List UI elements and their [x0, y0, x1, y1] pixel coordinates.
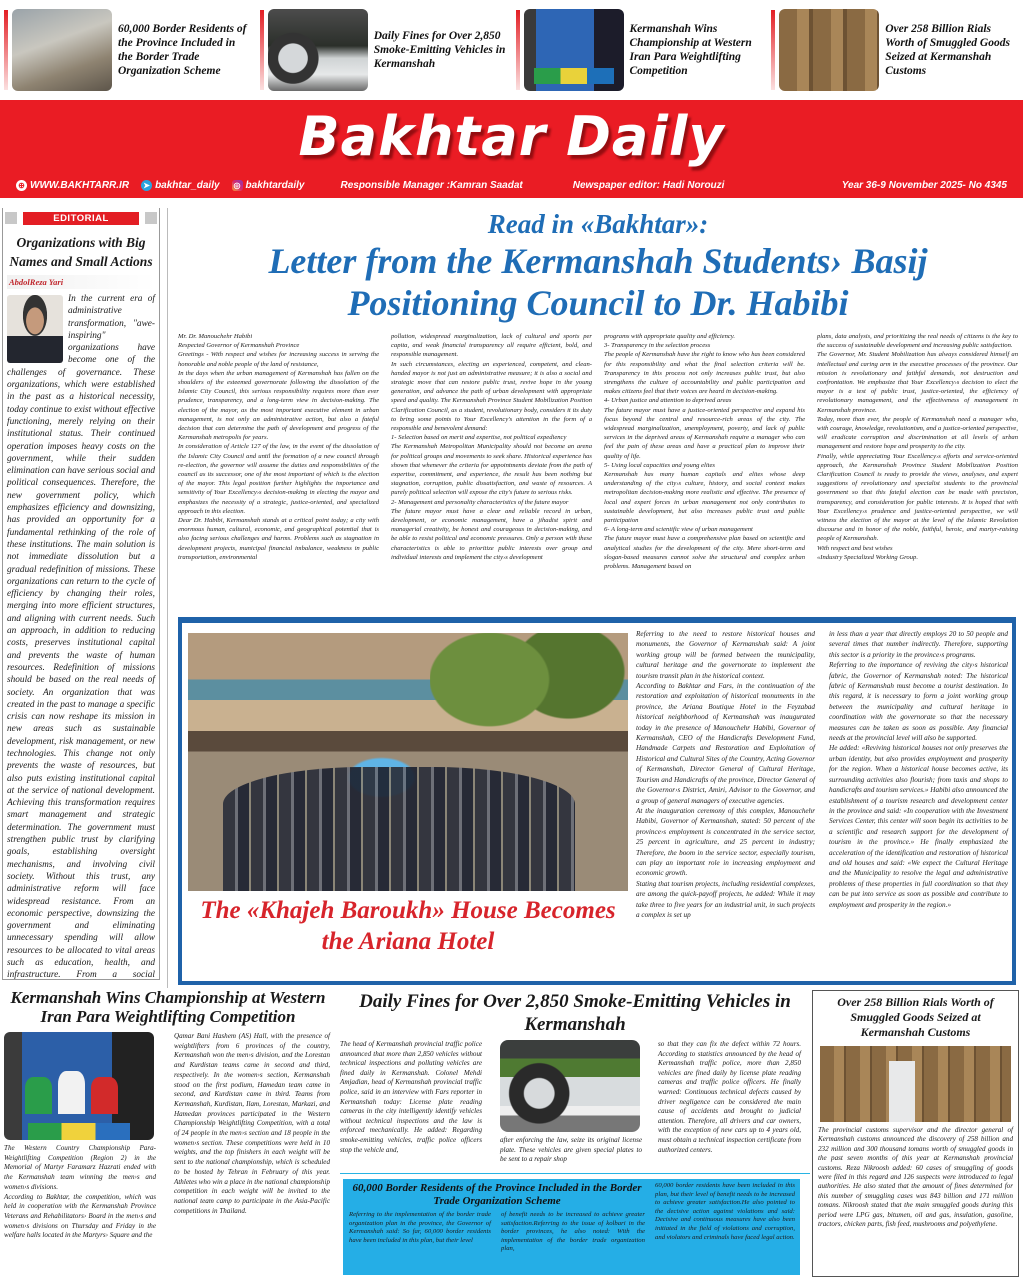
teaser-accent-bar — [771, 10, 775, 90]
teaser-accent-bar — [260, 10, 264, 90]
newspaper-title: Bakhtar Daily — [298, 105, 725, 168]
daily-fines-column: after enforcing the law, seize its original license plate. These vehicles are given special plates to be sent to a repair shop — [500, 1136, 642, 1164]
weightlifting-podium-photo — [524, 9, 624, 91]
border-workers-photo — [12, 9, 112, 91]
daily-fines-title: Daily Fines for Over 2,850 Smoke-Emitting Vehicles in Kermanshah — [359, 991, 791, 1035]
instagram-handle: bakhtardaily — [245, 179, 305, 191]
courtyard-ceremony-photo — [188, 633, 628, 891]
trees-shape — [430, 633, 628, 788]
lead-column: Mr. Dr. Manouchehr Habibi Respected Governor of Kermanshah Province Greetings - With respect and wishes for increasing success in serving the honorable and noble people of the land of resistance, In the days when the urban management of Kermanshah has fallen on the shoulders of the esteemed governorate following the dissolution of the Islamic City Council, this serious responsibility requires more than ever prudence, transparency, and a long-term view in decision-making. The election of the mayor, as the most important executive element in urban management, is not only an administrative action, but also a fateful decision that can determine the path of development and progress of the Kermanshah metropolis for years. In consideration of Article 127 of the law, in the event of the dissolution of the Islamic City Council and until the formation of a new council through re-election, the governor will assume the duties and responsibilities of the council as its successor, one of the most important of which is the election of the mayor. This legal position further highlights the importance and sensitivity of Your Excellency›s decision-making in electing the mayor and emphasizes the necessity of a strategic, justice-oriented, and specialized approach in this election. Dear Dr. Habibi, Kermanshah stands at a critical point today; a city with enormous human, cultural, economic, and geographical potential that is also facing serious challenges and harms. Problems such as stagnation in development projects, municipal financial imbalance, weakness in public transportation, environmental — [178, 333, 379, 561]
author-photo — [7, 295, 63, 363]
editorial-label: EDITORIAL — [23, 212, 139, 225]
feature-title: The «Khajeh Baroukh» House Becomes the Ariana Hotel — [200, 897, 616, 955]
teaser-weightlifting[interactable] — [512, 0, 768, 98]
website-link[interactable] — [16, 180, 129, 191]
responsible-manager: Responsible Manager :Kamran Saadat — [340, 179, 523, 191]
editorial-author: AbdolReza Yari — [7, 275, 155, 289]
newspaper-editor: Newspaper editor: Hadi Norouzi — [572, 179, 725, 191]
teaser-daily-fines[interactable] — [256, 0, 512, 98]
instagram-icon: ◎ — [232, 180, 243, 191]
teaser-title: Kermanshah Wins Championship at Western Iran Para Weightlifting Competition — [629, 23, 752, 77]
border-trade-title: 60,000 Border Residents of the Province Included in the Border Trade Organization Scheme — [352, 1182, 642, 1207]
teaser-title: Over 258 Billion Rials Worth of Smuggled Goods Seized at Kermanshah Customs — [885, 23, 1010, 77]
telegram-icon: ➤ — [141, 180, 152, 191]
customs-article — [812, 990, 1019, 1277]
border-trade-column: Referring to the implementation of the border trade organization plan in the province, the Governor of Kermanshah said: So far, 60,000 border residents have been included in this plan, but their level — [349, 1211, 491, 1244]
daily-fines-column: so that they can fix the defect within 72 hours. According to statistics announced by the head of Kermanshah traffic police, more than 2,850 vehicles are fined daily by license plate reading cameras and traffic police officers. He finally warned: Continuous technical defects caused by driver negligence can be considered the main cause of accidents and brought to judicial attention. Therefore, all drivers and car owners, with the exception of new cars up to 4 years old, must obtain a technical inspection certificate from authorized centers. — [658, 1040, 801, 1154]
feature-column: in less than a year that directly employs 20 to 50 people and several times that number indirectly. Therefore, supporting this sector is a priority in the province›s programs. Referring to the importance of reviving the city›s historical fabric, the Governor of Kermanshah noted: The historical fabric of Kermanshah must become a tourist destination. In this regard, it is necessary to form a joint working group between the municipality and cultural heritage in coordination with the governorate so that the necessary measures can be taken as soon as possible. Any financial needs at the provincial level will also be supported. He added: «Reviving historical houses not only preserves the urban identity, but also provides employment and prosperity for the region. When a historical house becomes active, its surrounding activities also flourish; from taxis and shops to handicrafts and tourism services.» Habibi also announced the establishment of a tourism research and development center in the province and said: «In cooperation with the Investment Services Center, this center will soon begin its activities to be a scientific and research support for the development of tourism in the province.» He finally emphasized the acceleration of the identification and restoration of historical and old houses and said: «We expect the Cultural Heritage and the Municipality to resolve the legal and administrative problems of these properties in full coordination so that they can be put into service as soon as possible and contribute to employment and prosperity in the region.» — [829, 630, 1008, 909]
border-trade-column: of benefit needs to be increased to achieve greater satisfaction.Referring to the issue of kolbari in the border provinces, he also noted: With the implementation of the border trade organization plan, — [501, 1211, 645, 1253]
decorative-block — [145, 212, 157, 224]
teaser-title: Daily Fines for Over 2,850 Smoke-Emitting Vehicles in Kermanshah — [373, 30, 506, 70]
daily-fines-column: The head of Kermanshah provincial traffic police announced that more than 2,850 vehicles without technical inspections and polluting vehicles are fined daily in Kermanshah. Colonel Mehdi Amjadian, head of Kermanshah provincial traffic police, said in an interview with Fars reporter in Kermanshah today: License plate reading cameras in the city intelligently identify vehicles without technical inspections and the law is enforced mechanically. He added: Regarding smoke-emitting vehicles, traffic police officers stop the vehicle and, — [340, 1040, 482, 1154]
feature-columns — [636, 629, 1008, 920]
website-text: WWW.BAKHTARR.IR — [30, 179, 130, 191]
teaser-accent-bar — [516, 10, 520, 90]
issue-info: Year 36-9 November 2025- No 4345 — [841, 179, 1007, 191]
editorial-text: In the current era of administrative transformation, "awe-inspiring" organizations have become one of the challenges of governance. These organizations, which were established in the past as a historical necessity, today continue to exist without effective functioning, merely relying on their institutional status. Their continued operation imposes heavy costs on the government, while their sudden elimination can have serious social and political consequences. Therefore, the new government policy, which emphasizes efficiency and downsizing, has provided an opportunity for a fundamental rethinking of the role of these institutions. The main solution is not immediate dissolution but a gradual redefinition of missions. These organizations can return to the cycle of efficiency by changing their roles, merging into more efficient structures, and aligning with current needs. Such an approach, in addition to reducing costs, preserves institutional capital and prevents the waste of human resources. Redefinition of missions should be based on the real needs of society. An organization that was created in the past to manage a specific crisis can now reshape its mission in new areas such as sustainable development, risk management, or new technologies. This change not only prevents the waste of resources, but also puts existing institutional capital at the service of national development. Achieving this transformation requires smart management and strategic determination. The government must strengthen public trust by clarifying goals, establishing oversight mechanisms, and involving civil society. Without this trust, any administrative reform will face widespread resistance. From an economic perspective, downsizing the government and eliminating unnecessary spending will allow resources to be allocated to vital areas such as education, health, and infrastructure. From a social — [7, 294, 155, 980]
teaser-customs[interactable] — [767, 0, 1023, 98]
teaser-strip — [0, 0, 1023, 98]
smuggled-goods-photo — [779, 9, 879, 91]
smuggled-goods-photo — [820, 1046, 1011, 1122]
lead-headline: Letter from the Kermanshah Students› Basij Positioning Council to Dr. Habibi — [268, 241, 928, 323]
globe-icon: ⊕ — [16, 180, 27, 191]
editorial-column — [2, 208, 160, 980]
smoking-exhaust-photo — [268, 9, 368, 91]
teaser-accent-bar — [4, 10, 8, 90]
lead-columns — [178, 332, 1018, 571]
weightlifting-column: The Western Country Championship Para-Weightlifting Competition (Region 2) in the Memorial of Martyr Faramarz Hazrati ended with the Kermanshah team winning the men›s and women›s divisions. According to Bakhtar, the competition, which was held in cooperation with the Kermanshah Province Veterans and Rehabilitators› Board in the men›s and women›s divisions on Thursday and Friday in the welfare halls located in the Martyrs› Square and the — [4, 1144, 156, 1240]
column-divider — [167, 208, 168, 988]
editorial-body — [3, 293, 159, 980]
decorative-block — [5, 212, 17, 224]
editorial-title: Organizations with Big Names and Small Actions — [9, 235, 153, 269]
crowd-shape — [223, 767, 575, 891]
teaser-border-trade[interactable] — [0, 0, 256, 98]
daily-fines-article — [340, 990, 810, 1174]
feature-column: Referring to the need to restore historical houses and monuments, the Governor of Kermanshah said: A joint working group will be formed between the municipality, cultural heritage and the governorate to implement the tourism transit plan in the historical context. According to Bakhtar and Fars, in the continuation of the restoration and exploitation of historical monuments in the province, the Ariana Boutique Hotel in the Feyzabad historical neighborhood of Kermanshah was inaugurated today in the presence of Manouchehr Habibi, Governor of Kermanshah, CEO of the Handicrafts Development Fund, Handmade Carpets and Restoration and Exploitation of Historical and Cultural Sites of the Country, Acting Governor of Kermanshah, Director General of Cultural Heritage, Tourism and Handicrafts of the province, Director General of the Governor›s District, Amiri, Advisor to the Governor, and a group of general managers of executive agencies. At the inauguration ceremony of this complex, Manouchehr Habibi, Governor of Kermanshah, stated: 50 percent of the province›s employment is concentrated in the service sector, 25 percent in agriculture, and 25 percent in industry; Therefore, the boom in the service sector, especially tourism, can play an important role in increasing employment and economic growth. Stating that tourism projects, including residential complexes, are among the quick-payoff projects, he added: While it may take three to five years for an industrial unit, in such projects a complex is set up — [636, 630, 815, 919]
weightlifting-title: Kermanshah Wins Championship at Western Iran Para Weightlifting Competition — [10, 988, 326, 1026]
lead-column: plans, data analysis, and prioritizing the real needs of citizens is the key to the success of sustainable development and increasing public satisfaction. The Governor, Mr. Student Mobilization has always considered himself an intellectual and caring arm in the executive processes of the province. Our mission is revolutionary and faithful demands, not destruction and confrontation. We emphasize that Your Excellency›s decision to elect the mayor is a test of public trust, justice-oriented, the efficiency of revolutionary management, and the effectiveness of management in Kermanshah province. Today, more than ever, the people of Kermanshah need a manager who, with courage, knowledge, revolutionism, and a justice-oriented perspective, will eradicate corruption and discrimination at all levels of urban management and restore hope and prosperity to the city. Finally, while appreciating Your Excellency›s efforts and service-oriented approach, the Kermanshah Province Student Mobilization Position Clarification Council is ready to provide the views, analyses, and expert suggestions of revolutionary and specialist students to the provincial government so that this fateful election can be made with precision, transparency, and consideration for public interests. It is hoped that with Your Excellency›s prudence and justice-oriented perspective, we will witness the election of the mayor at the level of the Islamic Revolution discourse and in honor of the noble, faithful, heroic, and martyr-raising people of Kermanshah. With respect and best wishes «Industry Specialized Working Group. — [817, 333, 1018, 561]
editorial-label-row — [5, 211, 157, 225]
border-trade-column: 60,000 border residents have been included in this plan, but their level of benefit needs to be increased to achieve greater satisfaction.He also pointed to the decisive action against violations and said: Decisive and continuous measures have also been initiated in the field of violations and corruption, and violators and criminals have faced legal action. — [655, 1182, 795, 1241]
teaser-title: 60,000 Border Residents of the Province Included in the Border Trade Organization Scheme — [118, 23, 247, 77]
masthead-info-bar — [16, 177, 1007, 193]
lead-article — [178, 208, 1018, 612]
weightlifting-article — [2, 988, 334, 1280]
customs-title: Over 258 Billion Rials Worth of Smuggled Goods Seized at Kermanshah Customs — [837, 995, 994, 1039]
lead-kicker: Read in «Bakhtar»: — [487, 209, 709, 239]
border-trade-box — [343, 1179, 800, 1275]
masthead — [0, 100, 1023, 198]
smoking-exhaust-photo — [500, 1040, 640, 1132]
customs-body: The provincial customs supervisor and the director general of Kermanshah customs announced the discovery of 258 billion and 232 million and 300 thousand tomans worth of smuggled goods in the past seven months of this year at Kermanshah provincial customs. Reza Nikroosh added: 60 cases of smuggling of goods were filed in this regard and 126 suspects were introduced to legal authorities. He also stated that the amount of fines determined for this number of smuggling cases was 843 billion and 171 million tomans. Nikroosh stated that the main smuggled goods during this period were LPG gas, bitumen, oil and gas, insulation, gasoline, tractors, chicken parts, fish feed, mushrooms and polyethylene. — [818, 1126, 1013, 1229]
telegram-link[interactable] — [141, 180, 219, 191]
feature-ariana-hotel — [178, 617, 1016, 985]
instagram-link[interactable] — [232, 180, 305, 191]
weightlifting-podium-photo — [4, 1032, 154, 1140]
weightlifting-column: Qamar Bani Hashem (AS) Hall, with the presence of weightlifters from 6 provinces of the country, Kermanshah won the men›s division, and the Lorestan and Kurdistan teams came in second and third, respectively. In the women›s section, Kermanshah stood on the first podium, Hamedan team came in second, and Kurdistan came in third. Teams from Kermanshah, Kurdistan, Ilam, Lorestan, Markazi, and Hamedan provinces participated in the Western Championship Weightlifting Competition, with a total of 24 people in the men›s section and 18 people in the women›s section. These competitions were held in 10 weights, and the top finishers in each weight will be sent to the national championship, which is scheduled to be hosted by Tehran in February of this year. Athletes who win a place in the national championship competition in each weight will be invited to the national team camp to participate in the Asia-Pacific competitions in Thailand. — [174, 1032, 330, 1215]
lead-column: programs with appropriate quality and efficiency. 3- Transparency in the selection process The people of Kermanshah have the right to know who has been considered for this responsibility and what the final selection criteria will be. Transparency in this process not only increases public trust, but also strengthens the culture of accountability and public participation and makes citizens feel that their voices are heard in decision-making. 4- Urban justice and attention to deprived areas The future mayor must have a justice-oriented perspective and expand his focus beyond the central and resource-rich areas of the city. The widespread marginalization, unemployment, poverty, and lack of public services in the deprived areas of Kermanshah require a manager who can feel the pain of these areas and have a practical plan to improve their quality of life. 5- Using local capacities and young elites Kermanshah has many human capitals and elites whose deep understanding of the city›s culture, history, and social context makes metropolitan decision-making more realistic and effective. The presence of local and expert forces in urban management not only contributes to sustainable development, but also increases public trust and public participation 6- A long-term and scientific view of urban management The future mayor must have a comprehensive plan based on scientific and analytical studies for the development of the city. Mere short-term and slogan-based measures cannot solve the structural and complex urban problems. Management based on — [604, 333, 805, 571]
telegram-handle: bakhtar_daily — [155, 179, 220, 191]
lead-column: pollution, widespread marginalization, lack of cultural and sports per capita, and weak financial transparency all require efficient, bold, and responsible management. In such circumstances, electing an experienced, competent, and clean-handed mayor is not just an administrative measure; it is also a social and strategic move that can restore public trust, revive hope in the young generation, and advance the path of urban development with appropriate speed and quality. The Kermanshah Province Student Mobilization Position Clarification Council, as a student, revolutionary body, considers it its duty to bring some points to Your Excellency's attention in the form of a responsible and benevolent demand: 1- Selection based on merit and expertise, not political expediency The Kermanshah Metropolitan Municipality should not become an arena for political groups and movements to seek share. Historical experience has shown that whenever the criteria for appointments deviate from the path of expertise, commitment, and experience, the result has been nothing but stagnation, corruption, public dissatisfaction, and waste of resources. A purely political selection will expose the city's future to serious risks. 2- Management and personality characteristics of the future mayor The future mayor must have a clear and reliable record in urban, development, or economic management, have a jihadist spirit and managerial creativity, be honest and courageous in decision-making, and be able to resist political and economic pressures. Only a person with these characteristics is able to prioritize public interests over group and individual interests and implement the city›s development — [391, 333, 592, 561]
